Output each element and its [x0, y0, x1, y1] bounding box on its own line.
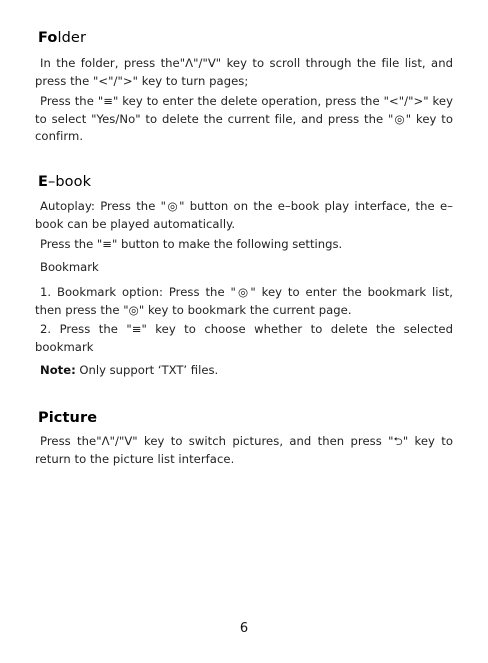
folder-paragraph-2: Press the "≡" key to enter the delete operation, press the "<"/">" key to select "Yes/No" to delete the current file, and press the "◎" key to confirm.	[35, 94, 453, 143]
ebook-heading-rest: –book	[48, 174, 92, 190]
ebook-bookmark-label: Bookmark	[40, 260, 99, 274]
ebook-bookmark-item-1: 1. Bookmark option: Press the "◎" key to enter the bookmark list, then press the "◎" key to bookmark the current page.	[35, 285, 453, 317]
ebook-autoplay-paragraph: Autoplay: Press the "◎" button on the e–book play interface, the e–book can be played automatically.	[35, 199, 453, 231]
folder-heading-first: Fo	[38, 30, 58, 46]
ebook-bookmark-item-2: 2. Press the "≡" key to choose whether to delete the selected bookmark	[35, 322, 453, 354]
ebook-note	[40, 362, 218, 380]
ebook-heading-first: E	[38, 174, 49, 190]
folder-paragraph-1: In the folder, press the"Λ"/"V" key to scroll through the file list, and press the "<"/">" key to turn pages;	[35, 56, 453, 88]
folder-heading-rest: lder	[57, 30, 86, 46]
page-number: 6	[239, 621, 249, 636]
note-label: Note:	[40, 363, 76, 377]
ebook-settings-line: Press the "≡" button to make the following settings.	[40, 237, 343, 251]
ebook-heading	[38, 174, 91, 190]
folder-heading	[38, 30, 86, 46]
note-text: Only support ‘TXT’ files.	[75, 363, 219, 377]
picture-heading: Picture	[38, 410, 98, 426]
picture-paragraph: Press the"Λ"/"V" key to switch pictures, and then press "⮌" key to return to the picture list interface.	[35, 434, 453, 466]
